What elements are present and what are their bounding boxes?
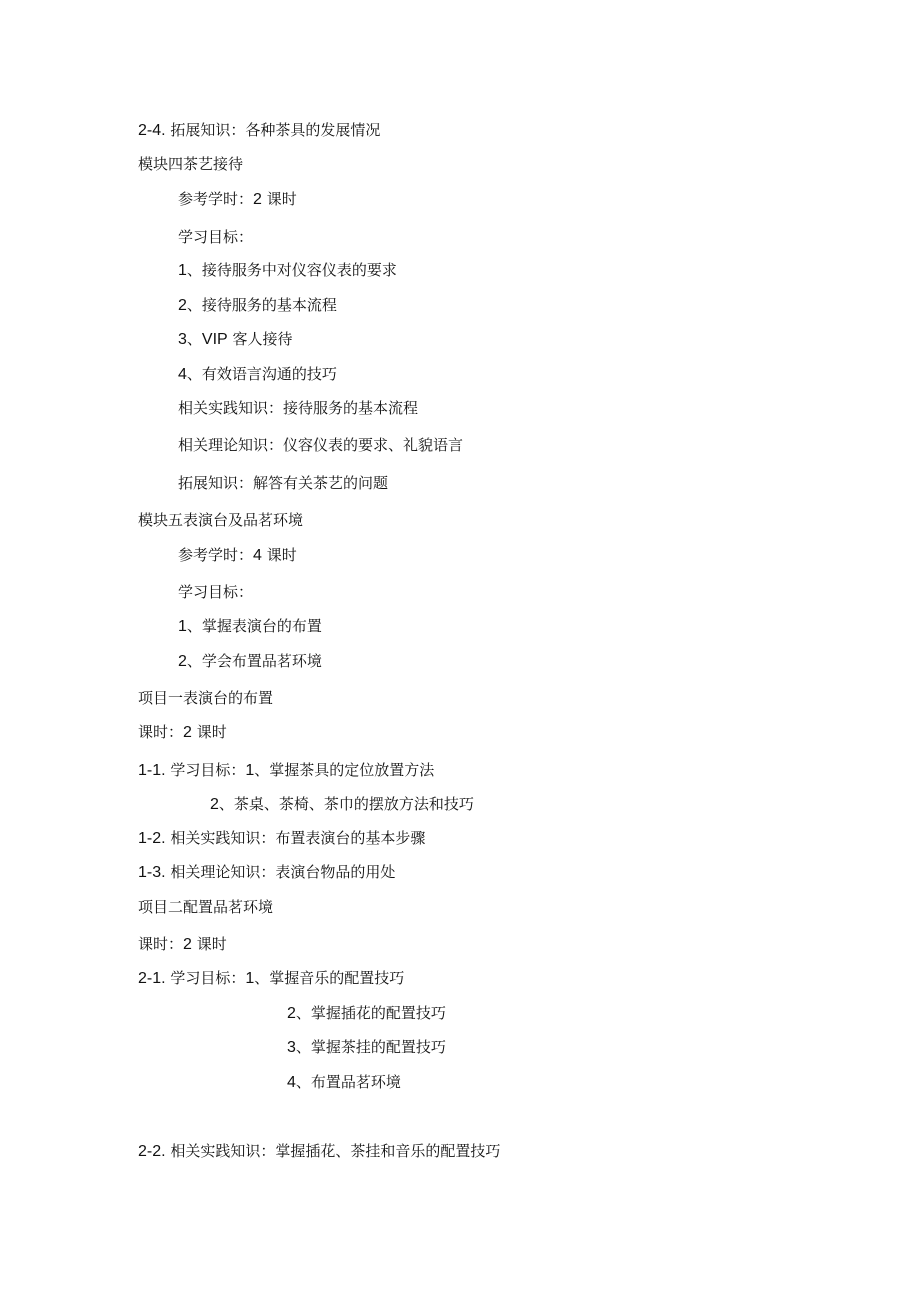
module-5-objectives-label: 学习目标： bbox=[178, 583, 254, 601]
module-4-practice: 相关实践知识：接待服务的基本流程 bbox=[178, 399, 419, 417]
module-4-heading: 模块四茶艺接待 bbox=[138, 155, 244, 173]
module-4-objective-3: 3、VIP 客人接待 bbox=[178, 330, 293, 348]
module-4-extension: 拓展知识：解答有关茶艺的问题 bbox=[178, 474, 389, 492]
item-1-3: 1-3. 相关理论知识：表演台物品的用处 bbox=[138, 863, 396, 881]
module-4-objective-1: 1、接待服务中对仪容仪表的要求 bbox=[178, 261, 397, 279]
item-1-1: 1-1. 学习目标：1、掌握茶具的定位放置方法 bbox=[138, 761, 435, 779]
item-2-1: 2-1. 学习目标：1、掌握音乐的配置技巧 bbox=[138, 969, 405, 987]
item-2-1-objective-4: 4、布置品茗环境 bbox=[287, 1073, 401, 1091]
module-4-hours: 参考学时：2 课时 bbox=[178, 190, 297, 208]
item-2-4: 2-4. 拓展知识：各种茶具的发展情况 bbox=[138, 121, 381, 139]
module-4-objective-4: 4、有效语言沟通的技巧 bbox=[178, 365, 337, 383]
project-1-hours: 课时：2 课时 bbox=[138, 723, 227, 741]
module-5-hours: 参考学时：4 课时 bbox=[178, 546, 297, 564]
item-1-2: 1-2. 相关实践知识：布置表演台的基本步骤 bbox=[138, 829, 426, 847]
project-1-heading: 项目一表演台的布置 bbox=[138, 689, 274, 707]
project-2-heading: 项目二配置品茗环境 bbox=[138, 898, 274, 916]
item-2-1-objective-3: 3、掌握茶挂的配置技巧 bbox=[287, 1038, 446, 1056]
project-2-hours: 课时：2 课时 bbox=[138, 935, 227, 953]
module-4-theory: 相关理论知识：仪容仪表的要求、礼貌语言 bbox=[178, 436, 464, 454]
module-4-objective-2: 2、接待服务的基本流程 bbox=[178, 296, 337, 314]
module-5-objective-2: 2、学会布置品茗环境 bbox=[178, 652, 322, 670]
item-2-2: 2-2. 相关实践知识：掌握插花、茶挂和音乐的配置技巧 bbox=[138, 1142, 501, 1160]
module-5-heading: 模块五表演台及品茗环境 bbox=[138, 511, 304, 529]
item-1-1-objective-2: 2、茶桌、茶椅、茶巾的摆放方法和技巧 bbox=[210, 795, 474, 813]
module-5-objective-1: 1、掌握表演台的布置 bbox=[178, 617, 322, 635]
module-4-objectives-label: 学习目标： bbox=[178, 228, 254, 246]
item-2-1-objective-2: 2、掌握插花的配置技巧 bbox=[287, 1004, 446, 1022]
